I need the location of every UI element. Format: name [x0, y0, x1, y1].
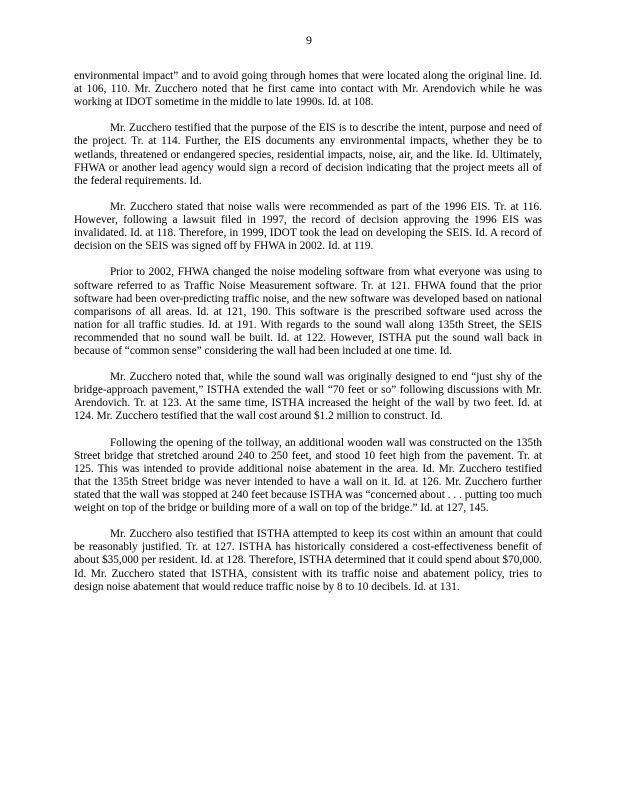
document-body [74, 70, 542, 607]
paragraph-eis-purpose: Mr. Zucchero testified that the purpose of the EIS is to describe the intent, purpose and need of the project. Tr. at 114. Further, the EIS documents any environmental impacts, whether they be to wetlands, threatened or endangered species, residential impacts, noise, air, and the like. Id. Ultimately, FHWA or another lead agency would sign a record of decision indicating that the project meets all of the federal requirements. Id. [74, 122, 542, 187]
paragraph-wall-extension: Mr. Zucchero noted that, while the sound wall was originally designed to end “just shy of the bridge-approach pavement,” ISTHA extended the wall “70 feet or so” following discussions with Mr. Arendovich. Tr. at 123. At the same time, ISTHA increased the height of the wall by two feet. Id. at 124. Mr. Zucchero testified that the wall cost around $1.2 million to construct. Id. [74, 371, 542, 423]
page-number: 9 [306, 33, 312, 47]
paragraph-wooden-wall: Following the opening of the tollway, an additional wooden wall was constructed on the 135th Street bridge that stretched around 240 to 250 feet, and stood 10 feet high from the pavement. Tr. at 125. This was intended to provide additional noise abatement in the area. Id. Mr. Zucchero testified that the 135th Street bridge was never intended to have a wall on it. Id. at 126. Mr. Zucchero further stated that the wall was stopped at 240 feet because ISTHA was “concerned about . . . putting too much weight on top of the bridge or building more of a wall on top of the bridge.” Id. at 127, 145. [74, 436, 542, 515]
paragraph-cost-justification: Mr. Zucchero also testified that ISTHA attempted to keep its cost within an amount that could be reasonably justified. Tr. at 127. ISTHA has historically considered a cost-effectiveness benefit of about $35,000 per resident. Id. at 128. Therefore, ISTHA determined that it could spend about $70,000. Id. Mr. Zucchero stated that ISTHA, consistent with its traffic noise and abatement policy, tries to design noise abatement that would reduce traffic noise by 8 to 10 decibels. Id. at 131. [74, 528, 542, 593]
paragraph-noise-walls-1996: Mr. Zucchero stated that noise walls were recommended as part of the 1996 EIS. Tr. at 116. However, following a lawsuit filed in 1997, the record of decision approving the 1996 EIS was invalidated. Id. at 118. Therefore, in 1999, IDOT took the lead on developing the SEIS. Id. A record of decision on the SEIS was signed off by FHWA in 2002. Id. at 119. [74, 200, 542, 253]
paragraph-continuation: environmental impact” and to avoid going through homes that were located along the original line. Id. at 106, 110. Mr. Zucchero noted that he first came into contact with Mr. Arendovich while he was working at IDOT sometime in the middle to late 1990s. Id. at 108. [74, 70, 542, 109]
paragraph-noise-software: Prior to 2002, FHWA changed the noise modeling software from what everyone was using to software referred to as Traffic Noise Measurement software. Tr. at 121. FHWA found that the prior software had been over-predicting traffic noise, and the new software was developed based on national comparisons of all areas. Id. at 121, 190. This software is the prescribed software used across the nation for all traffic studies. Id. at 191. With regards to the sound wall along 135th Street, the SEIS recommended that no sound wall be built. Id. at 122. However, ISTHA put the sound wall back in because of “common sense” considering the wall had been included at one time. Id. [74, 266, 542, 357]
